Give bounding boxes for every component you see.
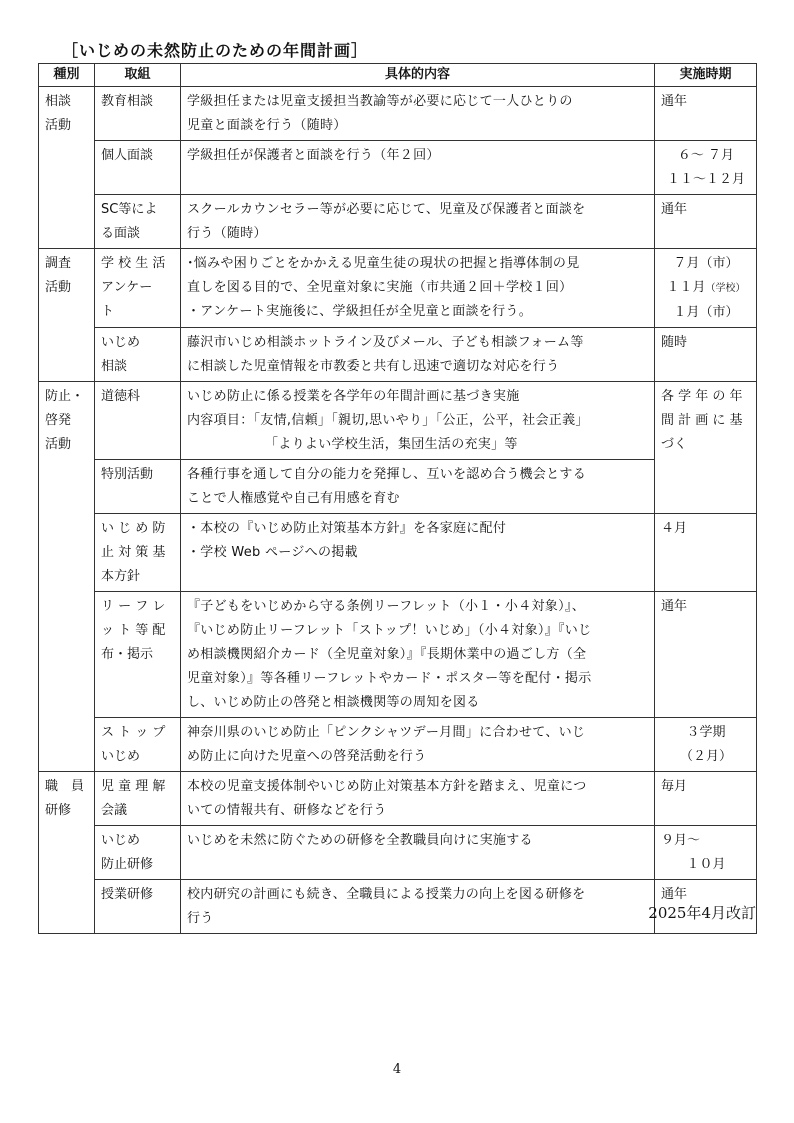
content-cell: ･悩みや困りごとをかかえる児童生徒の現状の把握と指導体制の見 直しを図る目的で、全児童対象に実施（市共通２回＋学校１回） ・アンケート実施後に、学級担任が全児童と面談を行う。 xyxy=(181,249,655,328)
content-cell: 各種行事を通して自分の能力を発揮し、互いを認め合う機会とする ことで人権感覚や自己有用感を育む xyxy=(181,460,655,514)
table-header-row xyxy=(39,64,757,87)
timing-cell: 通年 xyxy=(655,880,757,934)
revision-note: 2025年4月改訂 xyxy=(648,904,756,922)
initiative-cell: 個人面談 xyxy=(95,141,181,195)
initiative-cell: 授業研修 xyxy=(95,880,181,934)
initiative-cell: 教育相談 xyxy=(95,87,181,141)
content-cell: 学級担任または児童支援担当教諭等が必要に応じて一人ひとりの 児童と面談を行う（随時） xyxy=(181,87,655,141)
header-timing: 実施時期 xyxy=(655,64,757,87)
category-cell: 相談 活動 xyxy=(39,87,95,249)
initiative-cell: い じ め 防 止 対 策 基 本方針 xyxy=(95,514,181,592)
content-cell: 『子どもをいじめから守る条例リーフレット（小１・小４対象）』、 『いじめ防止リーフレット「ストップ！いじめ」（小４対象）』『いじ め相談機関紹介カード（全児童対象）』『長期休業中の過ごし方（全 児童対象）』等各種リーフレットやカード・ポスター等を配付・掲示 し、いじめ防止の啓発と相談機関等の周知を図る xyxy=(181,592,655,718)
category-cell: 防止・ 啓発 活動 xyxy=(39,382,95,772)
page-number: 4 xyxy=(392,1062,402,1077)
initiative-cell: いじめ 防止研修 xyxy=(95,826,181,880)
table-row xyxy=(39,249,757,328)
header-content: 具体的内容 xyxy=(181,64,655,87)
initiative-cell: SC等によ る面談 xyxy=(95,195,181,249)
content-cell: 本校の児童支援体制やいじめ防止対策基本方針を踏まえ、児童につ いての情報共有、研修などを行う xyxy=(181,772,655,826)
table-row xyxy=(39,328,757,382)
header-initiative: 取組 xyxy=(95,64,181,87)
initiative-cell: リ ー フ レ ッ ト 等 配 布・掲示 xyxy=(95,592,181,718)
timing-cell: 通年 xyxy=(655,195,757,249)
header-category: 種別 xyxy=(39,64,95,87)
timing-cell: ４月 xyxy=(655,514,757,592)
category-cell: 職 員 研修 xyxy=(39,772,95,934)
initiative-cell: 児 童 理 解 会議 xyxy=(95,772,181,826)
table-row xyxy=(39,718,757,772)
timing-cell: ３学期 （２月） xyxy=(655,718,757,772)
content-cell: スクールカウンセラー等が必要に応じて、児童及び保護者と面談を 行う（随時） xyxy=(181,195,655,249)
timing-cell: ９月～ １０月 xyxy=(655,826,757,880)
initiative-cell: 学 校 生 活 アンケー ト xyxy=(95,249,181,328)
category-cell: 調査 活動 xyxy=(39,249,95,382)
table-row xyxy=(39,772,757,826)
table-row xyxy=(39,87,757,141)
table-row xyxy=(39,382,757,460)
table-row xyxy=(39,826,757,880)
initiative-cell: いじめ 相談 xyxy=(95,328,181,382)
content-cell: 校内研究の計画にも続き、全職員による授業力の向上を図る研修を 行う xyxy=(181,880,655,934)
content-cell: ・本校の『いじめ防止対策基本方針』を各家庭に配付 ・学校 Web ページへの掲載 xyxy=(181,514,655,592)
initiative-cell: 道徳科 xyxy=(95,382,181,460)
page-title: ［いじめの未然防止のための年間計画］ xyxy=(62,41,369,60)
timing-cell: ７月（市） １１月（学校） １月（市） xyxy=(655,249,757,328)
table-row xyxy=(39,141,757,195)
initiative-cell: ス ト ッ プ いじめ xyxy=(95,718,181,772)
content-cell: いじめ防止に係る授業を各学年の年間計画に基づき実施 内容項目：「友情,信頼」「親切,思いやり」「公正，公平，社会正義」 「よりよい学校生活，集団生活の充実」等 xyxy=(181,382,655,460)
timing-cell: 通年 xyxy=(655,592,757,718)
timing-cell: 通年 xyxy=(655,87,757,141)
table-row xyxy=(39,460,757,514)
annual-plan-table xyxy=(38,63,757,934)
timing-cell: 毎月 xyxy=(655,772,757,826)
content-cell: 藤沢市いじめ相談ホットライン及びメール、子ども相談フォーム等 に相談した児童情報を市教委と共有し迅速で適切な対応を行う xyxy=(181,328,655,382)
content-cell: 神奈川県のいじめ防止「ピンクシャツデー月間」に合わせて、いじ め防止に向けた児童への啓発活動を行う xyxy=(181,718,655,772)
table-row xyxy=(39,195,757,249)
content-cell: 学級担任が保護者と面談を行う（年２回） xyxy=(181,141,655,195)
table-row xyxy=(39,514,757,592)
timing-cell: 随時 xyxy=(655,328,757,382)
initiative-cell: 特別活動 xyxy=(95,460,181,514)
content-cell: いじめを未然に防ぐための研修を全教職員向けに実施する xyxy=(181,826,655,880)
timing-cell: 各 学 年 の 年 間 計 画 に 基 づく xyxy=(655,382,757,514)
timing-cell: ６～ ７月 １１～１２月 xyxy=(655,141,757,195)
table-row xyxy=(39,592,757,718)
